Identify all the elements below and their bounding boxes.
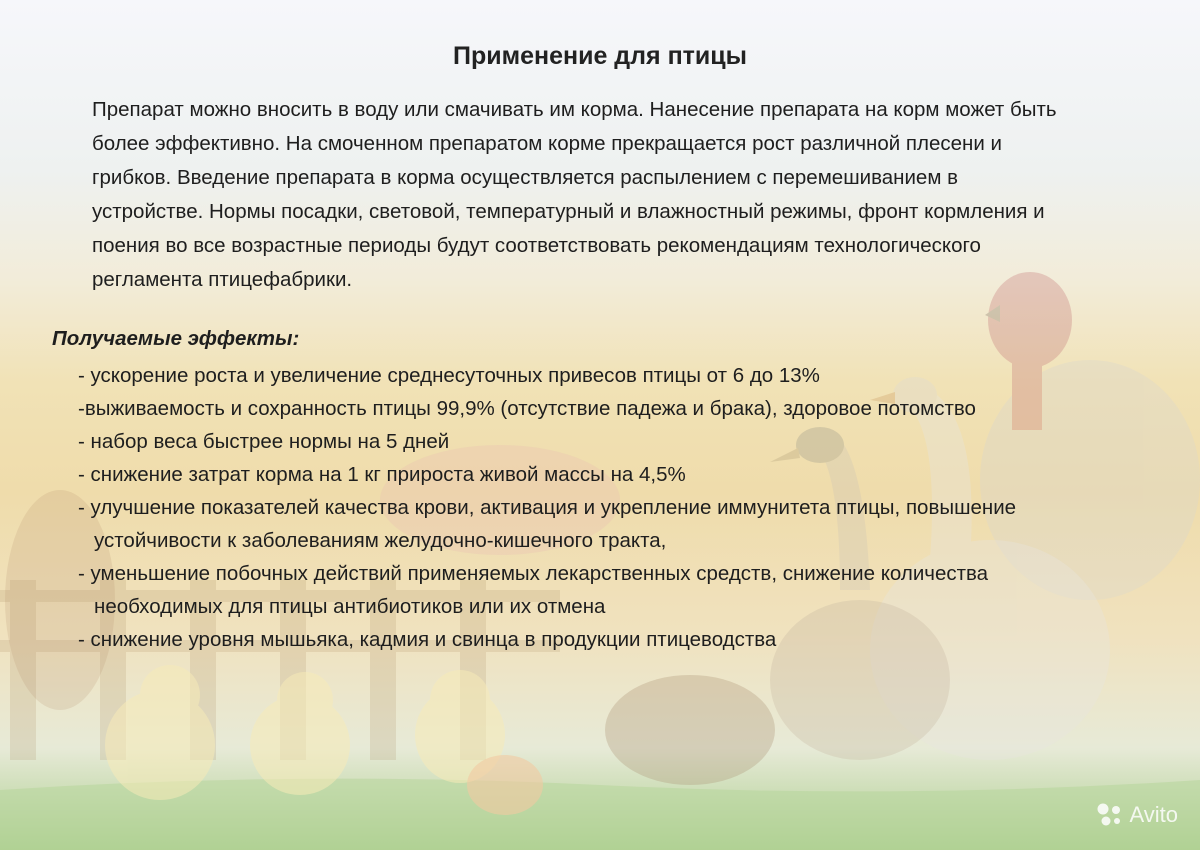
watermark-label: Avito — [1129, 802, 1178, 827]
effect-item: - снижение уровня мышьяка, кадмия и свинца в продукции птицеводства — [78, 628, 777, 651]
effect-item: - ускорение роста и увеличение среднесуточных привесов птицы от 6 до 13% — [78, 364, 820, 387]
effects-heading: Получаемые эффекты: — [52, 327, 300, 350]
intro-paragraph: Препарат можно вносить в воду или смачивать им корма. Нанесение препарата на корм может быть более эффективно. На смоченном препаратом корме прекращается рост различной плесени и грибков. Введение препарата в корма осуществляется распылением с перемешиванием в устройстве. Нормы посадки, световой, температурный и влажностный режимы, фронт кормления и поения во все возрастные периоды будут соответствовать рекомендациям технологического регламента птицефабрики. — [92, 98, 1057, 291]
effect-item: - уменьшение побочных действий применяемых лекарственных средств, снижение количества необходимых для птицы антибиотиков или их отмена — [78, 562, 989, 618]
avito-watermark — [1095, 802, 1178, 828]
effect-item: - улучшение показателей качества крови, активация и укрепление иммунитета птицы, повышение устойчивости к заболеваниям желудочно-кишечного тракта, — [78, 496, 1017, 552]
page-title: Применение для птицы — [452, 42, 748, 70]
avito-logo-icon — [1095, 802, 1125, 828]
effects-list — [78, 359, 1078, 656]
effect-item: - снижение затрат корма на 1 кг прироста живой массы на 4,5% — [78, 463, 686, 486]
effect-item: -выживаемость и сохранность птицы 99,9% (отсутствие падежа и брака), здоровое потомство — [78, 397, 976, 420]
effect-item: - набор веса быстрее нормы на 5 дней — [78, 430, 450, 453]
